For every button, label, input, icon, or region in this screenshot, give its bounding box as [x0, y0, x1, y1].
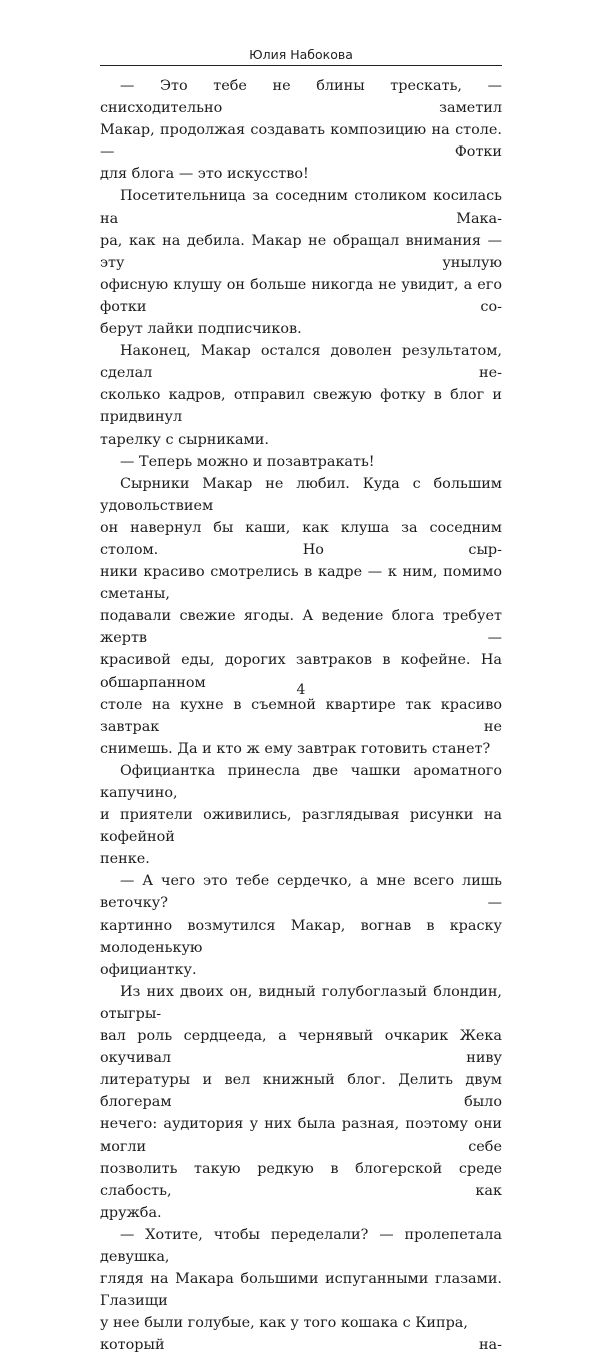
paragraph: [100, 981, 502, 1224]
paragraph: [100, 75, 502, 185]
text-line: сколько кадров, отправил свежую фотку в блог и придвинул: [100, 387, 502, 426]
text-line: красивой еды, дорогих завтраков в кофейне. На обшарпанном: [100, 652, 502, 691]
text-line: Посетительница за соседним столиком косилась на Мака-: [100, 188, 502, 227]
text-line: офисную клушу он больше никогда не увидит, а его фотки со-: [100, 276, 502, 315]
body-text: [100, 75, 502, 1356]
text-line: глядя на Макара большими испуганными глазами. Глазищи: [100, 1271, 502, 1310]
text-line: нечего: аудитория у них была разная, поэтому они могли себе: [100, 1116, 502, 1155]
header-rule: [100, 65, 502, 66]
text-line: позволить такую редкую в блогерской среде слабость, как: [100, 1160, 502, 1199]
text-line: у нее были голубые, как у того кошака с Кипра, который на-: [100, 1315, 502, 1354]
text-line: берут лайки подписчиков.: [100, 321, 302, 338]
text-line: Наконец, Макар остался доволен результатом, сделал не-: [100, 343, 502, 382]
text-line: — Это тебе не блины трескать, — снисходительно заметил: [100, 78, 502, 117]
text-line: для блога — это искусство!: [100, 166, 309, 183]
text-line: — Хотите, чтобы переделали? — пролепетала девушка,: [100, 1226, 502, 1265]
text-line: пенке.: [100, 851, 150, 868]
paragraph: [100, 185, 502, 340]
paragraph: [100, 760, 502, 870]
text-line: Макар, продолжая создавать композицию на столе. — Фотки: [100, 122, 502, 161]
text-line: и приятели оживились, разглядывая рисунки на кофейной: [100, 807, 502, 846]
page-number: 4: [296, 682, 306, 698]
text-line: ники красиво смотрелись в кадре — к ним, помимо сметаны,: [100, 564, 502, 603]
text-line: дружба.: [100, 1204, 162, 1221]
text-line: подавали свежие ягоды. А ведение блога требует жертв —: [100, 608, 502, 647]
paragraph: [100, 1224, 502, 1356]
text-line: ра, как на дебила. Макар не обращал внимания — эту унылую: [100, 232, 502, 271]
text-line: — Теперь можно и позавтракать!: [120, 453, 375, 470]
text-line: официантку.: [100, 961, 197, 978]
text-line: он навернул бы каши, как клуша за соседним столом. Но сыр-: [100, 519, 502, 558]
running-title: Юлия Набокова: [249, 47, 353, 62]
text-line: картинно возмутился Макар, вогнав в краску молоденькую: [100, 917, 502, 956]
text-line: снимешь. Да и кто ж ему завтрак готовить станет?: [100, 740, 491, 757]
text-line: Сырники Макар не любил. Куда с большим удовольствием: [100, 475, 502, 514]
text-line: Из них двоих он, видный голубоглазый блондин, отыгры-: [100, 983, 502, 1022]
text-line: вал роль сердцееда, а чернявый очкарик Жека окучивал ниву: [100, 1028, 502, 1067]
text-line: Официантка принесла две чашки ароматного капучино,: [100, 762, 502, 801]
text-line: столе на кухне в съемной квартире так красиво завтрак не: [100, 696, 502, 735]
paragraph: [100, 451, 502, 473]
text-line: литературы и вел книжный блог. Делить двум блогерам было: [100, 1072, 502, 1111]
text-line: — А чего это тебе сердечко, а мне всего лишь веточку? —: [100, 873, 502, 912]
paragraph: [100, 340, 502, 450]
text-line: тарелку с сырниками.: [100, 431, 269, 448]
paragraph: [100, 870, 502, 980]
paragraph: [100, 473, 502, 760]
